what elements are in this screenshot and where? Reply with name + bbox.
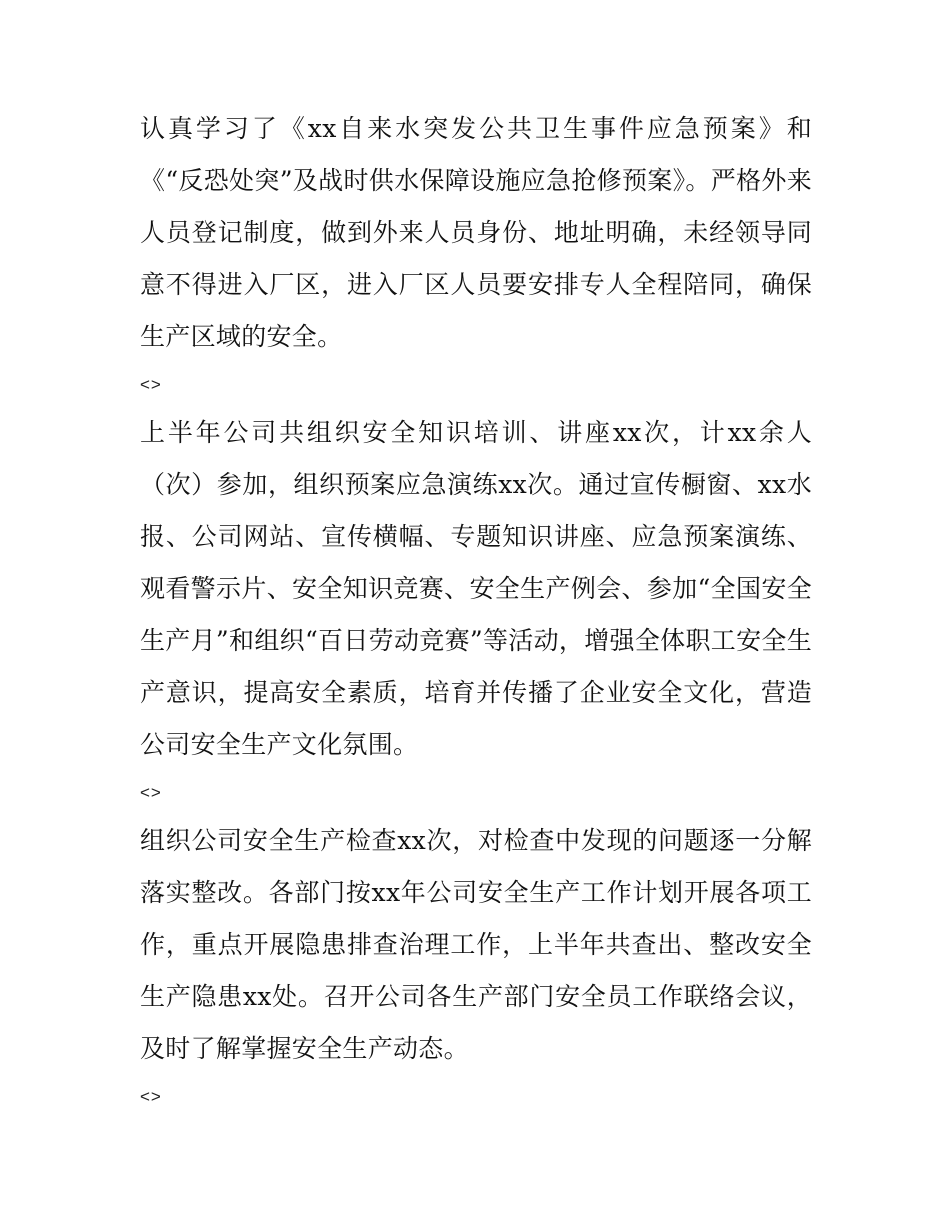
section-separator: <> bbox=[140, 1087, 162, 1106]
document-body bbox=[140, 103, 812, 1119]
paragraph-safety-inspection: 组织公司安全生产检查xx次，对检查中发现的问题逐一分解落实整改。各部门按xx年公司安全生产工作计划开展各项工作，重点开展隐患排查治理工作，上半年共查出、整改安全生产隐患xx处。召开公司各生产部门安全员工作联络会议，及时了解掌握安全生产动态。 bbox=[140, 826, 812, 1063]
section-separator: <> bbox=[140, 783, 162, 802]
paragraph-emergency-plans: 认真学习了《xx自来水突发公共卫生事件应急预案》和《“反恐处突”及战时供水保障设施应急抢修预案》。严格外来人员登记制度，做到外来人员身份、地址明确，未经领导同意不得进入厂区，进入厂区人员要安排专人全程陪同，确保生产区域的安全。 bbox=[140, 114, 812, 351]
paragraph-safety-training: 上半年公司共组织安全知识培训、讲座xx次，计xx余人（次）参加，组织预案应急演练xx次。通过宣传橱窗、xx水报、公司网站、宣传横幅、专题知识讲座、应急预案演练、观看警示片、安全知识竞赛、安全生产例会、参加“全国安全生产月”和组织“百日劳动竞赛”等活动，增强全体职工安全生产意识，提高安全素质，培育并传播了企业安全文化，营造公司安全生产文化氛围。 bbox=[140, 418, 812, 759]
section-separator: <> bbox=[140, 375, 162, 394]
